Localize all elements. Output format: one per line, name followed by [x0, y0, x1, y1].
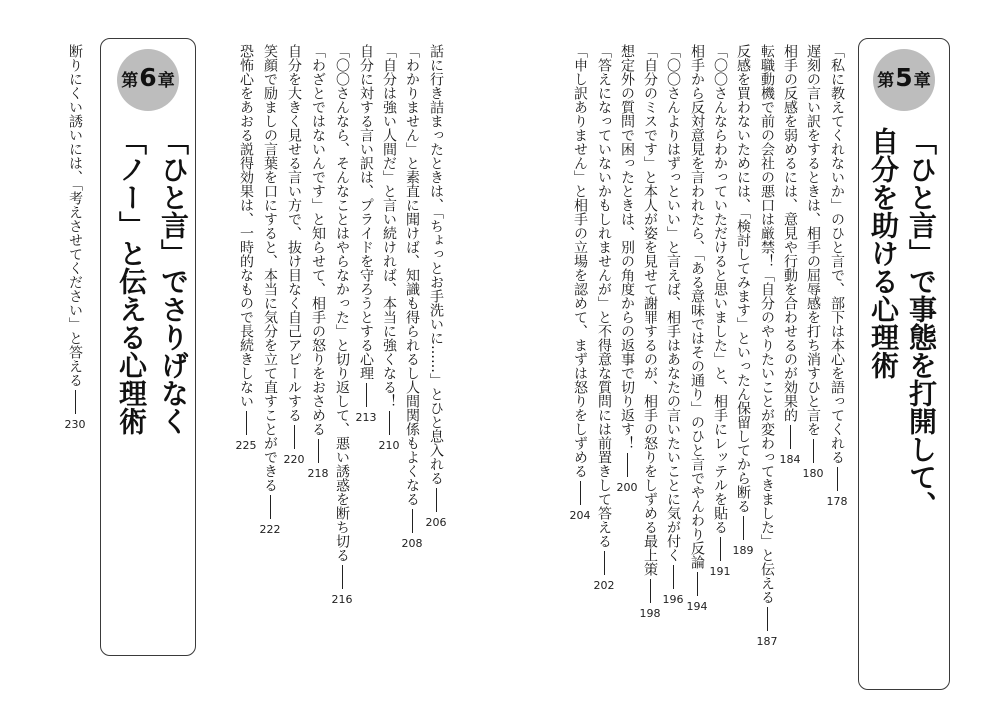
toc-entry-title: 「申し訳ありません」と相手の立場を認めて、まずは怒りをしずめる [572, 44, 588, 478]
leader-line [270, 495, 271, 519]
page-number: 225 [235, 439, 257, 452]
toc-entry [801, 44, 825, 480]
toc-entry-title: 相手の反感を弱めるには、意見や行動を合わせるのが効果的 [782, 44, 798, 422]
page-number: 202 [593, 579, 615, 592]
toc-entry [615, 44, 639, 494]
leader-line [673, 565, 674, 589]
toc-entry-title: 「〇〇さんなら、そんなことはやらなかった」と切り返して、悪い誘惑を断ち切る [334, 44, 350, 562]
badge-number: 6 [139, 63, 157, 92]
toc-entry [568, 44, 592, 522]
leader-line [294, 425, 295, 449]
toc-entry-title: 「わざとではないんです」と知らせて、相手の怒りをおさめる [310, 44, 326, 436]
leader-line [720, 537, 721, 561]
page-number: 222 [259, 523, 281, 536]
toc-entry-title: 相手から反対意見を言われたら、「ある意味ではその通り」のひと言でやんわり反論 [689, 44, 705, 569]
toc-entry [424, 44, 448, 529]
toc-entry-title: 反感を買わないためには、「検討してみます」といったん保留してから断る [735, 44, 751, 513]
page-number: 187 [756, 635, 778, 648]
badge-prefix: 第 [121, 71, 139, 91]
leader-line [366, 383, 367, 407]
chapter-badge [873, 49, 935, 111]
page-number: 178 [826, 495, 848, 508]
toc-entry [661, 44, 685, 606]
page-number: 196 [662, 593, 684, 606]
toc-entry [306, 44, 330, 480]
toc-entry-title: 転職動機で前の会社の悪口は厳禁！「自分のやりたいことが変わってきました」と伝える [759, 44, 775, 604]
toc-entry-title: 「答えになっていないかもしれませんが」と不得意な質問には前置きして答える [596, 44, 612, 548]
page-number: 220 [283, 453, 305, 466]
toc-entry [63, 44, 87, 431]
leader-line [743, 516, 744, 540]
toc-entry-title: 「〇〇さんよりはずっといい」と言えば、相手はあなたの言いたいことに気が付く [665, 44, 681, 562]
leader-line [837, 467, 838, 491]
leader-line [604, 551, 605, 575]
toc-entry [330, 44, 354, 606]
chapter-badge [117, 49, 179, 111]
toc-entry-title: 「自分のミスです」と本人が姿を見せて謝罪するのが、相手の怒りをしずめる最上策 [642, 44, 658, 576]
chapter-title-line: 「ひと言」で事態を打開して、 [905, 127, 938, 519]
toc-entry-title: 想定外の質問で困ったときは、別の角度からの返事で切り返す！ [619, 44, 635, 450]
toc-entry [234, 44, 258, 452]
leader-line [767, 607, 768, 631]
toc-entry [638, 44, 662, 620]
leader-line [389, 411, 390, 435]
leader-line [580, 481, 581, 505]
page-number: 184 [779, 453, 801, 466]
leader-line [650, 579, 651, 603]
toc-entry [377, 44, 401, 452]
leader-line [436, 488, 437, 512]
page-number: 216 [331, 593, 353, 606]
page-number: 208 [401, 537, 423, 550]
toc-entry-title: 話に行き詰まったときは、「ちょっとお手洗いに……」とひと息入れる [428, 44, 444, 485]
toc-entry [354, 44, 378, 424]
badge-number: 5 [895, 63, 913, 92]
leader-line [813, 439, 814, 463]
toc-entry [592, 44, 616, 592]
toc-entry-title: 恐怖心をあおる説得効果は、一時的なもので長続きしない [238, 44, 254, 408]
toc-entry-title: 「わかりません」と素直に聞けば、知識も得られるし人間関係もよくなる [404, 44, 420, 506]
page-number: 200 [616, 481, 638, 494]
leader-line [75, 390, 76, 414]
toc-entry [282, 44, 306, 466]
page-number: 180 [802, 467, 824, 480]
chapter-6-header [100, 38, 196, 656]
page-number: 198 [639, 607, 661, 620]
toc-entry-title: 「私に教えてくれないか」のひと言で、部下は本心を語ってくれる [829, 44, 845, 464]
leader-line [246, 411, 247, 435]
toc-entry-title: 自分に対する言い訳は、プライドを守ろうとする心理 [358, 44, 374, 380]
toc-entry [400, 44, 424, 550]
toc-entry-title: 「自分は強い人間だ」と言い続ければ、本当に強くなる！ [381, 44, 397, 408]
page-number: 204 [569, 509, 591, 522]
toc-entry-title: 自分を大きく見せる言い方で、抜け目なく自己アピールする [286, 44, 302, 422]
page-number: 213 [355, 411, 377, 424]
badge-suffix: 章 [913, 71, 931, 91]
chapter-title-line: 「ノー」と伝える心理術 [115, 127, 148, 435]
toc-entry [755, 44, 779, 648]
toc-entry [708, 44, 732, 578]
page-number: 210 [378, 439, 400, 452]
leader-line [318, 439, 319, 463]
chapter-title-line: 「ひと言」でさりげなく [157, 127, 190, 435]
toc-entry-title: 笑顔で励ましの言葉を口にすると、本当に気分を立て直すことができる [262, 44, 278, 492]
toc-entry [685, 44, 709, 613]
toc-entry-title: 遅刻の言い訳をするときは、相手の屈辱感を打ち消すひと言を [805, 44, 821, 436]
leader-line [342, 565, 343, 589]
page-number: 191 [709, 565, 731, 578]
page-number: 206 [425, 516, 447, 529]
toc-entry [825, 44, 849, 508]
leader-line [627, 453, 628, 477]
leader-line [790, 425, 791, 449]
leader-line [697, 572, 698, 596]
toc-entry [258, 44, 282, 536]
page-number: 230 [64, 418, 86, 431]
page-number: 189 [732, 544, 754, 557]
chapter-title-line: 自分を助ける心理術 [867, 127, 900, 379]
toc-entry-title: 「〇〇さんならわかっていただけると思いました」と、相手にレッテルを貼る [712, 44, 728, 534]
toc-entry [778, 44, 802, 466]
page-number: 194 [686, 600, 708, 613]
toc-entry [731, 44, 755, 557]
badge-prefix: 第 [877, 71, 895, 91]
leader-line [412, 509, 413, 533]
toc-entry-title: 断りにくい誘いには、「考えさせてください」と答える [67, 44, 83, 387]
badge-suffix: 章 [157, 71, 175, 91]
page-number: 218 [307, 467, 329, 480]
chapter-5-header [858, 38, 950, 690]
